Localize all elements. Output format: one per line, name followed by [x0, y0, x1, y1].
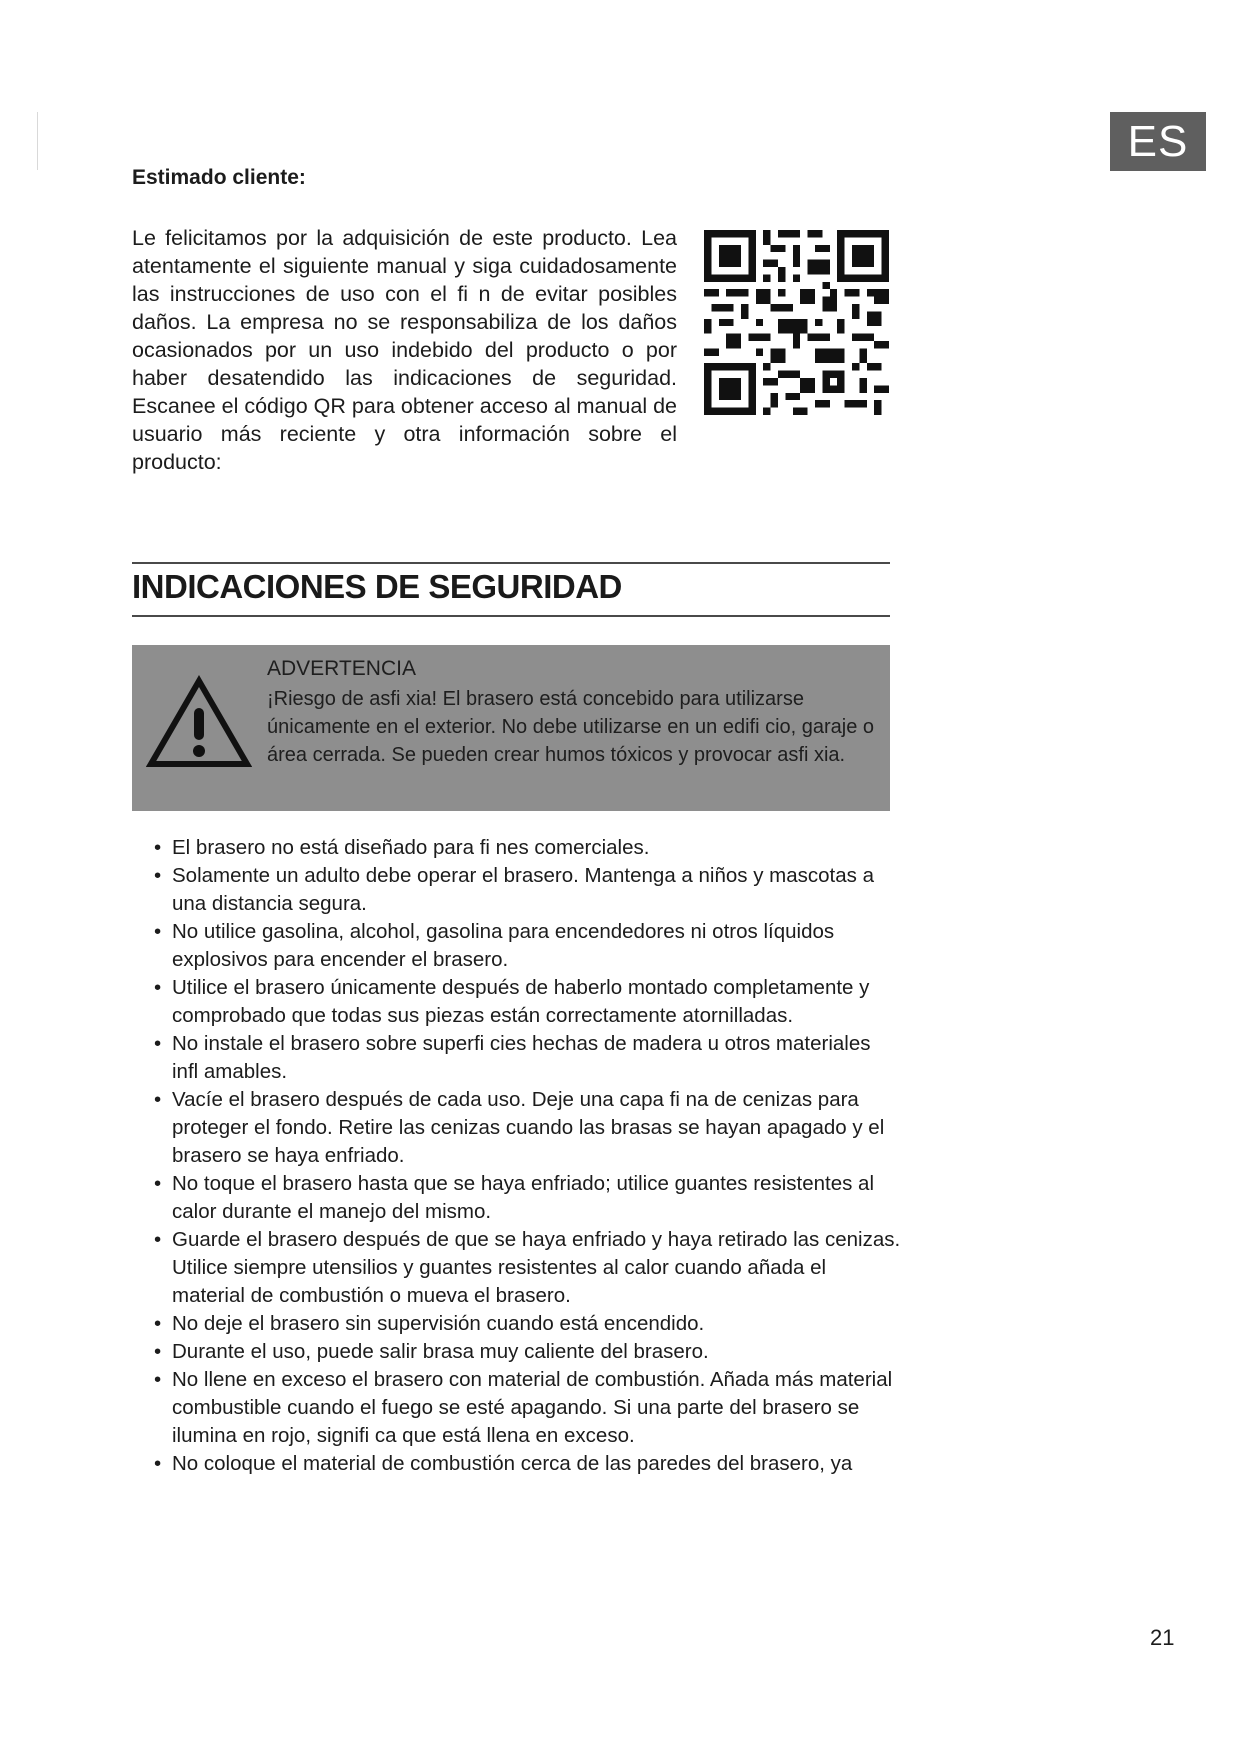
list-item: • No utilice gasolina, alcohol, gasolina para encendedores ni otros líquidos explosivos para encender el brasero.: [154, 920, 835, 971]
list-item: • Guarde el brasero después de que se haya enfriado y haya retirado las cenizas. Utilice siempre utensilios y guantes resistentes al calor cuando añada el material de combustión o mueva el brasero.: [154, 1228, 901, 1307]
list-item: • No deje el brasero sin supervisión cuando está encendido.: [154, 1312, 705, 1335]
list-item: • Vacíe el brasero después de cada uso. Deje una capa fi na de cenizas para proteger el fondo. Retire las cenizas cuando las brasas se hayan apagado y el brasero se haya enfriado.: [154, 1088, 885, 1167]
greeting: Estimado cliente:: [132, 166, 306, 189]
list-item: • Solamente un adulto debe operar el brasero. Mantenga a niños y mascotas a una distancia segura.: [154, 864, 874, 915]
warning-heading: ADVERTENCIA: [267, 657, 416, 680]
list-item: • No instale el brasero sobre superfi cies hechas de madera u otros materiales infl amables.: [154, 1032, 871, 1083]
warning-box: [132, 645, 890, 811]
section-title: INDICACIONES DE SEGURIDAD: [132, 568, 622, 605]
language-tab: ES: [1110, 112, 1206, 171]
section-rule-top: [132, 562, 890, 564]
intro-paragraph: Le felicitamos por la adquisición de este producto. Lea atentamente el siguiente manual y siga cuidadosamente las instrucciones de uso con el fi n de evitar posibles daños. La empresa no se responsabiliza de los daños ocasionados por un uso indebido del producto o por haber desatendido las indicaciones de seguridad. Escanee el código QR para obtener acceso al manual de usuario más reciente y otra información sobre el producto:: [132, 226, 678, 474]
margin-rule: [37, 112, 38, 170]
list-item: • No toque el brasero hasta que se haya enfriado; utilice guantes resistentes al calor durante el manejo del mismo.: [154, 1172, 874, 1223]
list-item: • No coloque el material de combustión cerca de las paredes del brasero, ya: [154, 1452, 853, 1475]
warning-text: ¡Riesgo de asfi xia! El brasero está concebido para utilizarse únicamente en el exterior. No debe utilizarse en un edifi cio, garaje o área cerrada. Se pueden crear humos tóxicos y provocar asfi xia.: [267, 688, 875, 766]
section-rule-bottom: [132, 615, 890, 617]
qr-code: [704, 230, 889, 415]
warning-triangle-icon: [146, 675, 252, 769]
safety-list: [132, 834, 902, 1478]
list-item: • Durante el uso, puede salir brasa muy caliente del brasero.: [154, 1340, 709, 1363]
list-item: • El brasero no está diseñado para fi nes comerciales.: [154, 836, 650, 859]
list-item: • Utilice el brasero únicamente después de haberlo montado completamente y comprobado que todas sus piezas están correctamente atornilladas.: [154, 976, 870, 1027]
list-item: • No llene en exceso el brasero con material de combustión. Añada más material combustible cuando el fuego se esté apagando. Si una parte del brasero se ilumina en rojo, signifi ca que está llena en exceso.: [154, 1368, 893, 1447]
page-number: 21: [1150, 1625, 1175, 1650]
